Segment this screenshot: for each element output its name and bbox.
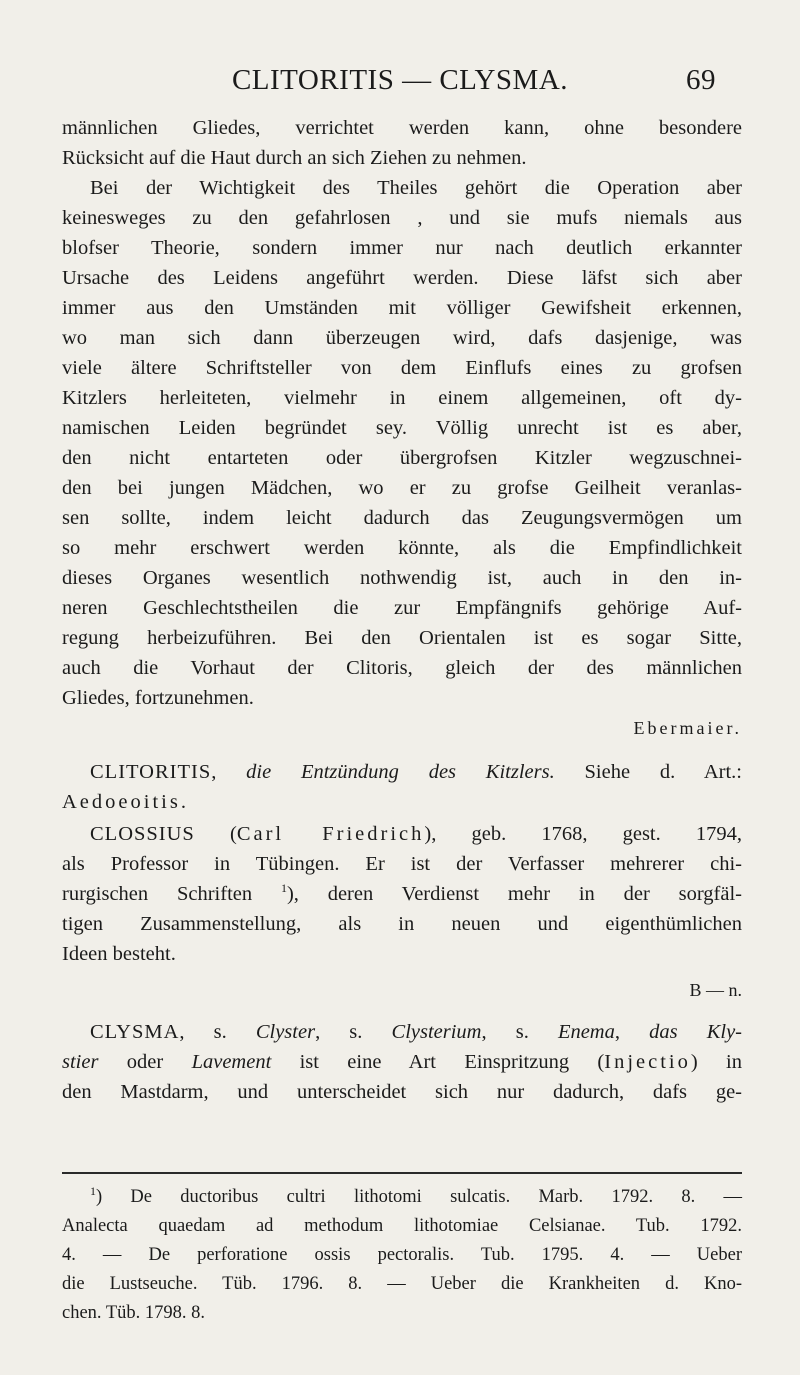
entry-definition: die Entzündung des Kitzlers. (246, 761, 555, 783)
text-line: den Mastdarm, und unterscheidet sich nur dadurch, dafs ge- (62, 1081, 742, 1103)
text-line: Kitzlers herleiteten, vielmehr in einem allgemeinen, oft dy- (62, 387, 742, 409)
text-line: Ursache des Leidens angeführt werden. Diese läfst sich aber (62, 267, 742, 289)
entry-clitoritis: CLITORITIS, die Entzündung des Kitzlers. Siehe d. Art.: (90, 761, 742, 783)
text-line: rurgischen Schriften $^1$), deren Verdienst mehr in der sorgfäl- (62, 881, 742, 905)
text-line: Gliedes, fortzunehmen. (62, 687, 254, 709)
footnote-line: die Lustseuche. Tüb. 1796. 8. — Ueber die Krankheiten d. Kno- (62, 1274, 742, 1294)
person-name: Carl Friedrich (236, 823, 425, 845)
text-line: Bei der Wichtigkeit des Theiles gehört die Operation aber (90, 177, 742, 199)
cross-reference: Aedoeoitis. (62, 791, 189, 813)
text-line: immer aus den Umständen mit völliger Gewifsheit erkennen, (62, 297, 742, 319)
text-line: blofser Theorie, sondern immer nur nach deutlich erkannter (62, 237, 742, 259)
author-signature: Ebermaier. (633, 718, 742, 738)
footnote-marker: 1 (280, 881, 287, 896)
text-line: den bei jungen Mädchen, wo er zu grofse Geilheit veranlas- (62, 477, 742, 499)
footnote-line: 4. — De perforatione ossis pectoralis. Tub. 1795. 4. — Ueber (62, 1245, 742, 1265)
text-line: Rücksicht auf die Haut durch an sich Ziehen zu nehmen. (62, 147, 527, 169)
entry-headword: CLYSMA (90, 1021, 180, 1043)
footnote-line: Analecta quaedam ad methodum lithotomiae Celsianae. Tub. 1792. (62, 1216, 742, 1236)
text-line: regung herbeizuführen. Bei den Orientalen ist es sogar Sitte, (62, 627, 742, 649)
text-line: viele ältere Schriftsteller von dem Einflufs eines zu grofsen (62, 357, 742, 379)
entry-clysma: CLYSMA, s. Clyster, s. Clysterium, s. Enema, das Kly- (90, 1021, 742, 1043)
entry-headword: CLOSSIUS (90, 823, 195, 845)
running-header (0, 64, 800, 104)
text-line: als Professor in Tübingen. Er ist der Verfasser mehrerer chi- (62, 853, 742, 875)
entry-clossius: CLOSSIUS (Carl Friedrich), geb. 1768, gest. 1794, (90, 823, 742, 845)
running-title: CLITORITIS — CLYSMA. (231, 64, 569, 96)
footnote-line: $^1$) De ductoribus cultri lithotomi sulcatis. Marb. 1792. 8. — (90, 1183, 742, 1207)
text-line: auch die Vorhaut der Clitoris, gleich der des männlichen (62, 657, 742, 679)
footnote-rule (62, 1172, 742, 1174)
text-line: namischen Leiden begründet sey. Völlig unrecht ist es aber, (62, 417, 742, 439)
text-line: keinesweges zu den gefahrlosen , und sie mufs niemals aus (62, 207, 742, 229)
text-line: den nicht entarteten oder übergrofsen Kitzler wegzuschnei- (62, 447, 742, 469)
author-signature: B — n. (689, 980, 742, 1000)
page-number: 69 (686, 64, 716, 96)
text-line: stier oder Lavement ist eine Art Einspritzung (Injectio) in (62, 1051, 743, 1073)
text-line: männlichen Gliedes, verrichtet werden kann, ohne besondere (62, 117, 742, 139)
text-line: neren Geschlechtstheilen die zur Empfängnifs gehörige Auf- (62, 597, 742, 619)
footnote-line: chen. Tüb. 1798. 8. (62, 1303, 206, 1323)
text-line: dieses Organes wesentlich nothwendig ist, auch in den in- (62, 567, 742, 589)
entry-headword: CLITORITIS (90, 761, 212, 783)
text-line: so mehr erschwert werden könnte, als die Empfindlichkeit (62, 537, 742, 559)
footnote-marker: 1 (90, 1183, 96, 1198)
text-line: wo man sich dann überzeugen wird, dafs dasjenige, was (62, 327, 742, 349)
text-line: sen sollte, indem leicht dadurch das Zeugungsvermögen um (62, 507, 742, 529)
text-line: Ideen besteht. (62, 943, 176, 965)
text-line: tigen Zusammenstellung, als in neuen und eigenthümlichen (62, 913, 742, 935)
